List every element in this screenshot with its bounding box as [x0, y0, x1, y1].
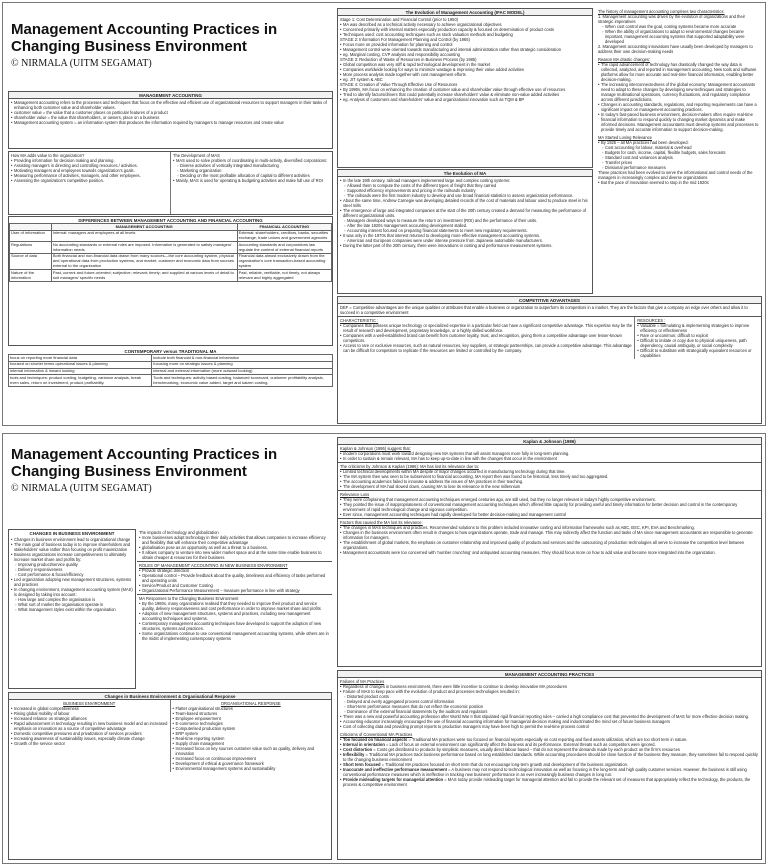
list-item: • In today's fast-paced business environment, decision-makers often require real-time financial information to respond quickly to changing market dynamics and make informed decisions. Management accountants must develop systems and processes to provide timely and accurate information to support decision-making.: [598, 112, 760, 132]
list-item: • The establishment of global markets, the emphasis on customer relationship and improved quality of products and services and the outsourcing of production technologies all serve to increase the competition level between organizations.: [340, 540, 759, 550]
stage-heading: STAGE 2: Information For Management Planning and Control (by 1965): [340, 37, 470, 42]
kaplan-johnson-list: [338, 445, 761, 463]
sub-item: ◦ Distorted product costs: [344, 694, 759, 699]
adds-value-column: [9, 152, 170, 214]
sub-item: ◦ Standard cost and variances analysis: [602, 155, 760, 160]
document-title: Management Accounting Practices in Changing Business Environment: [11, 21, 278, 55]
list-item: • Team-based structures: [173, 711, 330, 716]
list-item: • Ever since, management accounting techniques had rapidly developed for better decision-making and management control: [340, 512, 759, 517]
ma-adds-value-box: [8, 151, 333, 215]
sub-item: ◦ Cost performance & focus/efficiency: [15, 572, 133, 577]
sub-item: ◦ After the late 1920s management accounting development stalled.: [344, 223, 590, 228]
list-item: • Concerned primarily with internal matters especially production capacity & focused on determination of product costs: [340, 27, 590, 32]
list-item: • customer value = the value that a customer places on particular features of a product: [11, 110, 330, 115]
cell: focused on shorter terms operational issues & planning: [9, 361, 152, 368]
list-item: • The rapid advancement of technology has drastically changed the way data is collected, analyzed, and reported in management accounting. New tools and software platforms allow for more accurate and real-time financial information, enabling better decision-making.: [598, 62, 760, 82]
list-item: • They were complaining that management accounting techniques emerged centuries ago, are still used, but they no longer relevant in today's highly competitive environment.: [340, 497, 759, 502]
sub-item: ◦ Transfer prices: [602, 160, 760, 165]
list-item: • Led organization adopting new management structures, systems and practices: [11, 577, 133, 587]
list-item: • Real-time reporting system: [173, 736, 330, 741]
table-row: [10, 270, 332, 282]
list-item: • Assisting managers in directing and controlling resources / activities.: [11, 163, 168, 168]
resources-list: [637, 323, 759, 358]
organisational-response-column: [170, 700, 332, 772]
sub-item: ◦ Budgets for cash, income, capital, flexible budgets, sales forecasts: [602, 150, 760, 155]
list-item: • modern corporations must work toward designing new MA systems that will assist managers more fully in long-term planning.: [340, 451, 759, 456]
criticism-term: Inflexibility: [343, 752, 365, 757]
list-item: • About the same time, Andrew Carnegie was developing detailed records of the cost of materials and labour used to produce steel in his steel mills: [340, 198, 590, 208]
list-item: • Contemporary management accounting techniques have developed to support the adoption of new structures, systems and practices.: [139, 621, 330, 631]
criticism-term: Provide misleading targets for managerial attention: [343, 777, 444, 782]
list-item: • Rapid advancement in technology resulting in new business model and an increased emphasis on innovation as a source of competitive advantage: [11, 721, 168, 731]
criticism-item: [340, 752, 759, 762]
table-row: [9, 368, 333, 375]
criticism-term: Cost distortion: [343, 747, 373, 752]
list-item: • Provide strategic direction: [139, 568, 330, 573]
stage-heading: STAGE 4: Creation of Value Through Effective Use of Resources: [340, 82, 458, 87]
list-item: • Adoption of new management structures, systems and practices, including new management accounting techniques and systems.: [139, 611, 330, 621]
cell: Past, reliable, verifiable, not timely, not always relevant and highly aggregated: [237, 270, 331, 282]
sub-item: ◦ Diverse activities of vertically integrated manufacturing: [177, 163, 330, 168]
table-row: [9, 355, 333, 362]
response-list: [173, 706, 330, 771]
development-heading: The Development of MAS: [173, 153, 220, 158]
criticism-text: = Traditional MA practices track business performance based on long established standards. While accounting procedures should be close function of the business they measure, they sometimes fail to respond quickly to the changing business environment: [343, 752, 758, 762]
section-heading: Kaplan & Johnson (1986): [338, 438, 761, 445]
row-label: Nature of the information: [10, 270, 52, 282]
sub-item: ◦ American and European companies were under intense pressure from Japanese automobile manufacturers.: [344, 238, 590, 243]
column-heading: ORGANISATIONAL RESPONSE: [220, 701, 281, 706]
stage-heading: Stage 1: Cost Determination and Financial Control (prior to 1950): [340, 17, 459, 22]
list-item: • Operational control – Provide feedback about the quality, timeliness and efficiency of tasks performed and operating units: [139, 573, 330, 583]
resources-heading: RESOURCES :: [637, 318, 666, 323]
cell: focus on reporting more financial data: [9, 355, 152, 362]
list-item: • The main goal of business today is to improve shareholders and stakeholders' value rather than focusing on profit maximization: [11, 542, 133, 552]
table-row: [10, 253, 332, 269]
list-item: • But the pace of innovation seemed to stop in the mid 1920s: [598, 180, 760, 185]
history-list: [596, 8, 762, 186]
list-item: • Management control were oriented towards manufacturing and internal administration rather than strategic consideration: [340, 47, 590, 52]
row-label: User of information: [10, 230, 52, 242]
cell: include both financial & non-financial information: [152, 355, 333, 362]
list-item: 2. Management accounting innovations have usually been developed by managers to address their own decision-making needs: [598, 44, 753, 54]
list-item: • More process analysis made together with cost management efforts: [340, 72, 590, 77]
ifac-model-box: [337, 8, 593, 168]
list-item: • In the late 19th century, railroad managers implemented large and complex costing systems:: [340, 178, 590, 183]
list-item: • eg. Marginal costing, CVP analysis and responsibility accounting: [340, 52, 590, 57]
sub-item: ◦ Improving product/service quality: [15, 562, 133, 567]
cell: internal information & inward looking: [9, 368, 152, 375]
table-row: [10, 242, 332, 254]
list-item: • It was only in the 1970s that interest returned to developing more effective management accounting systems.: [340, 233, 590, 238]
list-item: • Companies worldwide looking for ways to minimize wastage & improving their value added activities: [340, 67, 590, 72]
section-heading: COMPETITIVE ADVANTAGES: [338, 297, 761, 304]
column-heading: BUSINESS ENVIRONMENT: [63, 701, 116, 706]
roles-list: [139, 568, 330, 593]
list-item: • By 1990s, MA focus on enhancing the creation of customer value and shareholder value through effective use of resources: [340, 87, 590, 92]
impacts-heading: The impacts of technology and globalization: [139, 530, 219, 535]
list-item: • Management accounting refers to the processes and techniques that focus on the effective and efficient use of organizational resources to support managers in their tasks of enhancing both customer value and shareholder values.: [11, 100, 330, 110]
contemporary-traditional-table: [8, 354, 333, 387]
list-item: • Management accounting system = an information system that produces the information required by managers to manage resources and create value: [11, 120, 330, 125]
list-item: These practices had been evolved to serve the informational and control needs of the managers in increasingly complex and diverse organizations: [598, 170, 753, 180]
table-row: [9, 375, 333, 387]
evolution-box: [337, 169, 593, 294]
list-item: • ERP system: [173, 731, 330, 736]
list-item: • Management accountants were too concerned with 'number crunching' and antiquated accounting measures. They should focus more on how to add value and become more integrated into the organization.: [340, 550, 759, 555]
page-1: [2, 2, 766, 426]
list-item: • Limited technical developments within MA despite of major changes occurred in manufacturing technology during that time.: [340, 469, 759, 474]
list-item: • Increased focus on key sources customer value such as quality, delivery and innovation: [173, 746, 330, 756]
environment-list: [11, 706, 168, 746]
sub-item: ◦ Deciding on the most profitable allocation of capital to different activities: [177, 173, 330, 178]
competitive-definition: DEF = Competitive advantages are the unique qualities or attributes that enable a business or organization to outperform its competitors in a market. They are the factors that give a company an edge over others and allow it to succeed in a competitive environment: [338, 304, 761, 317]
cell: Past, current and future-oriented; subjective; relevant; timely; and supplied at various levels of detail to suit managers' specific needs: [51, 270, 237, 282]
list-item: • The MA system then was seen to be subservient to financial accounting, MA report then was found to be historical, less timely and too aggregated.: [340, 474, 759, 479]
list-item: • Failure of MAS to keep pace with the evolution of product and processes technologies resulted in:: [340, 689, 759, 694]
section-heading: The Evolution of Management Accounting (IFAC MODEL): [338, 9, 592, 16]
list-item: • Accounting educator increasingly encouraged the use of financial accounting information for managerial decision making and indoctrinated the mind set of future business managers: [340, 719, 759, 724]
list-item: • Changes in the business environment often result in changes to how organizations operate, trade and manage. This may indirectly affect the function and tasks of MA since management accountants are responsible to generate information for managers.: [340, 530, 759, 540]
cell: External: shareholders, creditors, banks, securities exchange, trade unions and government agencies: [237, 230, 331, 242]
row-label: Source of data: [10, 253, 52, 269]
impacts-list: [139, 535, 330, 560]
differences-table: [9, 223, 332, 282]
list-item: • Environmental management systems and sustainability: [173, 766, 330, 771]
sub-item: ◦ What sort of market the organisation operate in: [15, 602, 133, 607]
sub-item: ◦ The railroads were the first modern industry to develop and use broad financial statistics to assess organization performance.: [344, 193, 590, 198]
sub-item: ◦ Accounting interest focused on preparing financial statements to meet new regulatory requirements.: [344, 228, 590, 233]
list-item: • Providing information for decision making and planning.: [11, 158, 168, 163]
ifac-list: [338, 16, 592, 103]
list-item: • Domestic competitive pressures and privatization of services providers: [11, 731, 168, 736]
list-item: • Flatter organisational structures: [173, 706, 330, 711]
list-item: • The accounting academics failed to innovate & address the issues of MA practices in their teaching.: [340, 479, 759, 484]
cell: Accounting standards and corporations law regulate the content of external financial reports: [237, 242, 331, 254]
characteristics-column: [338, 317, 634, 359]
cell: No accounting standards or external rules are imposed. Information is generated to satisfy managers' information needs: [51, 242, 237, 254]
list-item: • Employee empowerment: [173, 716, 330, 721]
list-item: • Service/Product and Customer Costing: [139, 583, 330, 588]
page-2: [2, 433, 766, 864]
column-header: FINANCIAL ACCOUNTING: [237, 224, 331, 231]
subheading: Failures of MA Practices: [340, 679, 385, 684]
kaplan-johnson-box: [337, 437, 762, 667]
page-1-header: [11, 21, 311, 69]
list-item: • Some organizations continue to use conventional management accounting systems, while others are in the midst of implementing contemporary systems: [139, 631, 330, 641]
list-item: • Difficult to imitate or copy due to physical uniqueness, path dependency, causal ambiguity, or social complexity: [637, 338, 759, 348]
list-item: • There was a new and powerful accounting profession after World War II that stipulated rigid financial reporting rules – carried a high compliance cost that prevented the development of MAS for more effective decision making.: [340, 714, 759, 719]
column-header: MANAGEMENT ACCOUNTING: [51, 224, 237, 231]
cell: Internal: managers and employees at all levels: [51, 230, 237, 242]
characteristics-list: [340, 323, 632, 353]
criticism-term: Too focused on financial aspects: [343, 737, 408, 742]
list-item: • eg. JIT system & ABC: [340, 77, 590, 82]
criticisms-list: [338, 463, 761, 491]
cell: internal and external information (more outward looking): [152, 368, 333, 375]
business-environment-column: [9, 700, 170, 772]
section-heading: CHANGES IN BUSINESS ENVIRONMENT: [9, 530, 135, 536]
list-item: • Cost of collecting data and providing prompt reports to production managers may have been high to permit the real-time process control: [340, 724, 759, 729]
relevance-loss-list: [338, 491, 761, 519]
cell: Tools and techniques: activity based costing, balanced scorecard, customer profitability analysis, benchmarking, economic value added, target and kaizen costing.: [152, 375, 333, 387]
adds-value-heading: How MA adds value to the organization?: [11, 153, 85, 158]
organisational-response-box: [8, 692, 332, 860]
sub-item: ◦ Delivery responsiveness: [15, 567, 133, 572]
criticism-term: Short term focused: [343, 762, 381, 767]
criticism-item: [340, 767, 759, 777]
list-item: • In order to sustain & remain relevant, MA has to keep up-to-date in line with the changes that occur in the environment: [340, 456, 759, 461]
list-item: • Changes in accounting standards, regulations, and reporting requirements can have a significant impact on management accounting practices.: [598, 102, 760, 112]
business-environment-list: [9, 536, 135, 613]
list-item: • Business organizations increase competitiveness to ultimately increase market share and profits by:: [11, 552, 133, 562]
list-item: • MAS used to solve problem of coordinating in multi-activity, diversified corporations:: [173, 158, 330, 163]
criticism-text: = Costs get distributed to products by simplistic measures, usually direct labour based – that do not represent the demands made by each product on the firm's resources: [372, 747, 680, 752]
list-item: • Increased in global competitiveness: [11, 706, 168, 711]
section-heading: The Evolution of MA: [338, 170, 592, 177]
history-heading: The history of management accounting comprises two characteristics:: [598, 9, 725, 14]
subheading: Reason MA drastic changes:: [598, 57, 651, 62]
relevance-factors-list: [338, 519, 761, 556]
evolution-list: [338, 177, 592, 249]
list-item: 1. Management accounting was driven by the evolution of organizations and their strategic imperatives: [598, 14, 746, 24]
sub-item: ◦ When cost control was the goal, costing systems became more accurate: [602, 24, 760, 29]
list-item: • Rare or uncommon; difficult to exploit: [637, 333, 759, 338]
list-item: • Measuring performance of activities, managers, and other employees.: [11, 173, 168, 178]
development-column: [170, 152, 332, 214]
list-item: • In changing environment, management accounting system (MAS) is designed by taking into account:: [11, 587, 133, 597]
list-item: • Development of ethical & governance framework: [173, 761, 330, 766]
subheading: The criticisms by Johnson & Kaplan (1986): MA has lost its relevance due to:: [340, 464, 480, 469]
sub-item: ◦ Delayed and overly aggregated process control information: [344, 699, 759, 704]
sub-item: ◦ How large and complex the organisation is: [15, 597, 133, 602]
list-item: • more businesses adopt technology in their daily activities that allows companies to increase efficiency and flexibility that will enhance their competitive advantage: [139, 535, 330, 545]
criticism-term: Internal in orientation: [343, 742, 385, 747]
list-item: • Access to rare or exclusive resources, such as natural resources, key suppliers, or strategic partnerships, can provide a competitive advantage. This advantage can be difficult for competitors to replicate if the resources are limited or controlled by the company.: [340, 343, 632, 353]
document-author: © NIRMALA (UITM SEGAMAT): [11, 483, 152, 494]
list-item: • It allows company to venture into new wider market space and at the same time enable business to obtain cheaper & resources for their business: [139, 550, 330, 560]
sub-item: ◦ Allowed them to compute the costs of the different types of freight that they carried: [344, 183, 590, 188]
list-item: • Companies that possess unique technology or specialized expertise in a particular field can have a significant competitive advantage. This expertise may be the result of research and development, proprietary knowledge, or a highly skilled workforce.: [340, 323, 632, 333]
list-item: • E-commerce technologies: [173, 721, 330, 726]
section-heading: DIFFERENCES BETWEEN MANAGEMENT ACCOUNTING AND FINANCIAL ACCOUNTING: [9, 217, 332, 223]
ma-list: [9, 99, 332, 126]
adds-value-list: [11, 158, 168, 183]
list-item: • Companies with a well-established brand can benefit from customer loyalty, trust, and recognition, giving them a competitive advantage over lesser-known competitors.: [340, 333, 632, 343]
subheading: Criticisms of Conventional MA Practices: [340, 732, 413, 737]
cell: focusing more on strategic issues & planning: [152, 361, 333, 368]
sub-item: ◦ Dominance of the external financial statements by the auditors and regulators: [344, 709, 759, 714]
subheading: Relevance Loss: [340, 492, 370, 497]
stage-heading: STAGE 3: Reduction of Waste of Resources in Business Process (by 1985): [340, 57, 477, 62]
development-list: [173, 158, 330, 183]
section-heading: Changes in Business Environment & Organisational Response: [9, 693, 331, 700]
list-item: • Computerised production system: [173, 726, 330, 731]
list-item: • By the 1980s, many organizations realised that they needed to improve their product and service quality, delivery responsiveness and cost performance in order to improve market share and profits: [139, 601, 330, 611]
list-item: • Motivating managers and employees towards organization's goals.: [11, 168, 168, 173]
list-item: • Supply chain management: [173, 741, 330, 746]
list-item: • Increased focus on continuous improvement: [173, 756, 330, 761]
subheading: Kaplan & Johnson (1986) suggest that:: [340, 446, 411, 451]
criticism-text: = Lack of focus on external environment can significantly affect the business and its performance. External threats such as competitors were ignored.: [384, 742, 656, 747]
criticism-item: [340, 777, 759, 787]
list-item: • Valuable = formulating & implementing strategies to improve efficiency or effectiveness: [637, 323, 759, 333]
competitive-advantages-box: [337, 296, 762, 424]
list-item: • Changes in business environment lead to organizational change: [11, 537, 133, 542]
list-item: • Focus more on provided information for planning and control: [340, 42, 590, 47]
criticism-text: = A business may not respond to technological innovation as well as focusing in the long-term and high quality customer services. However, the business is still using conventional performance measures which is ineffective in tracking new business' performance in an ever increasingly business changes in long run.: [343, 767, 747, 777]
resources-column: [634, 317, 761, 359]
table-row: [10, 230, 332, 242]
sub-item: ◦ What management styles exist within the organisation: [15, 607, 133, 612]
sub-item: ◦ Cost accounting for labour, material & overhead: [602, 145, 760, 150]
criticism-text: = MAS today provide misleading target for managerial attention and fail to provide the relevant set of measures that appropriately reflect the technology, the products, the process & competitive environment: [343, 777, 751, 787]
list-item: • They pointed the issue of inappropriateness of conventional management accounting techniques which offered little capacity for providing useful and timely information for better decision and control in the contemporary environment of rapid technological change and vigorous competition.: [340, 502, 759, 512]
responses-heading: MA Responses to the Changing Business Environment: [139, 596, 239, 601]
list-item: • Regardless of changes in business environment, there were little incentive to continue to develop innovative MA procedures: [340, 684, 759, 689]
list-item: • The changes in MAS techniques and practices. Recommended solutions to this problem included innovative costing and information frameworks such as ABC, BSC, KPI, EVA and Benchmarking.: [340, 525, 759, 530]
section-heading: MANAGEMENT ACCOUNTING: [9, 92, 332, 99]
list-item: • Mainly, MAS is used for operating & budgeting activities and make full use of ROI: [173, 178, 330, 183]
list-item: • During the latter part of the 20th century, there were innovations in costing and performance measurement systems.: [340, 243, 590, 248]
list-item: • By 1925 – all MA practices had been developed:: [598, 140, 760, 145]
criticism-text: = Traditional MA practices were too focused on financial reports especially on cost reporting and fixed assets utilization, which are too short term in nature.: [407, 737, 688, 742]
subheading: Factors that caused the MA lost its relevance:: [340, 520, 423, 525]
list-item: • shareholder value = the value that shareholders, or owners, place on a business: [11, 115, 330, 120]
list-item: • Rising global mobility of labour: [11, 711, 168, 716]
row-label: Regulations: [10, 242, 52, 254]
list-item: • Difficult to substitute with strategically equivalent resources or capabilities: [637, 348, 759, 358]
management-accounting-box: [8, 91, 333, 149]
sub-item: ◦ Short-term performance measures that do not reflect the economic position: [344, 704, 759, 709]
business-environment-box: [8, 529, 136, 689]
cell: Both financial and non-financial data drawn from many sources—the core accounting system, physical and operational data from production systems, and market, customer and economic data from sources external to the organization: [51, 253, 237, 269]
page-2-header: [11, 446, 311, 494]
subheading: MA Started Losing Relevance: [598, 135, 652, 140]
list-item: • Tried to identify factors/drivers that could potentially increase shareholders' value & eliminate non-value added activities: [340, 92, 590, 97]
sub-item: ◦ Supported efficiency improvements and pricing in the railroads industry: [344, 188, 590, 193]
sub-item: ◦ Divisional performance measures: [602, 165, 760, 170]
list-item: • Growth of the service sector: [11, 741, 168, 746]
ma-practices-list: [338, 678, 761, 788]
list-item: • Increasing awareness of sustainability issues, especially climate change: [11, 736, 168, 741]
document-title: Management Accounting Practices in Changing Business Environment: [11, 446, 278, 480]
sub-item: ◦ Managers developed ways to measure the return on investment (ROI) and the performance of their units.: [344, 218, 590, 223]
list-item: • Increased reliance on strategic alliances: [11, 716, 168, 721]
list-item: • Techniques used: cost accounting techniques such as stock valuation methods and budgeting: [340, 32, 590, 37]
list-item: • eg. Analysis of customers and shareholders' value and organizational innovation such as TQM & BP: [340, 97, 590, 102]
cell: Financial data almost exclusively drawn from the organization's core transaction-based accounting system: [237, 253, 331, 269]
list-item: • globalisation pose as an opportunity as well as a threat to a business.: [139, 545, 330, 550]
list-item: • The development of MA had slowed down, causing MA to lose its relevance in the new millennium: [340, 484, 759, 489]
table-row: [9, 361, 333, 368]
contemporary-traditional-box: [8, 348, 333, 423]
criticism-term: Inaccurate and ineffective performance measurement: [343, 767, 447, 772]
list-item: • The increasing interconnectedness of the global economy: Management accountants need to adapt to these changes by developing new techniques and strategies to manage multinational operations, currency fluctuations, and regulatory compliance across different jurisdictions.: [598, 82, 760, 102]
history-box: [596, 8, 762, 293]
document-author: © NIRMALA (UITM SEGAMAT): [11, 58, 152, 69]
list-item: • Organizational Performance Measurement – measure performance in line with strategy: [139, 588, 330, 593]
impacts-roles-box: [137, 529, 332, 689]
cell: tools and techniques: product costing, budgeting, variance analysis, break even sales, return on investment, product profitability.: [9, 375, 152, 387]
differences-box: [8, 216, 333, 346]
characteristics-heading: CHARACTERISTIC :: [340, 318, 379, 323]
criticism-text: = Traditional MA practices focused on short term that do not encourage long-term growth and development of the business organization.: [380, 762, 629, 767]
sub-item: ◦ When the ability of organizations to adapt to environmental changes became important, management accounting systems that supported adaptability were developed: [602, 29, 760, 44]
ma-practices-box: [337, 670, 762, 860]
responses-list: [139, 601, 330, 641]
list-item: • Assessing the organization's competitive position.: [11, 178, 168, 183]
list-item: • Global competition was very stiff & rapid technological development in the market: [340, 62, 590, 67]
sub-item: ◦ Marketing organization: [177, 168, 330, 173]
section-heading: CONTEMPORARY versus TRADITIONAL MA: [8, 348, 333, 354]
roles-heading: ROLES OF MANAGEMENT ACCOUNTING IN NEW BUSINESS ENVIRONMENT: [139, 563, 288, 568]
section-heading: MANAGEMENT ACCOUNTING PRACTICES: [338, 671, 761, 678]
list-item: • The emergence of large and integrated companies at the start of the 20th century created a demand for measuring the performance of different organizational units.: [340, 208, 590, 218]
list-item: • MA was described as a technical activity necessary to achieve organizational objectives: [340, 22, 590, 27]
